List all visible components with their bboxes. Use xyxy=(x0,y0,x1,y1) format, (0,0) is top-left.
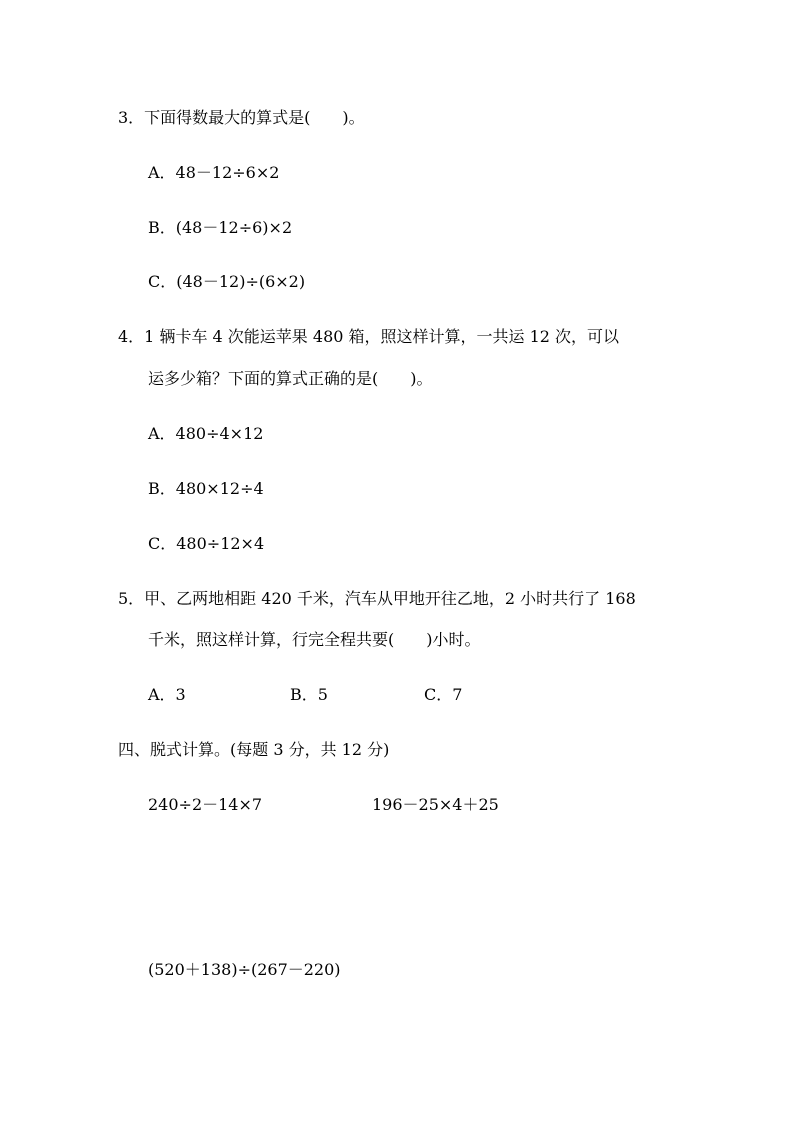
question-5-text: 5．甲、乙两地相距 420 千米，汽车从甲地开往乙地，2 小时共行了 168 xyxy=(118,589,636,608)
section-4-heading: 四、脱式计算。(每题 3 分，共 12 分) xyxy=(118,740,390,759)
calc-expression-2: 196－25×4＋25 xyxy=(372,795,499,814)
question-3-option-b: B．(48－12÷6)×2 xyxy=(148,218,293,237)
question-4-text: 4．1 辆卡车 4 次能运苹果 480 箱，照这样计算，一共运 12 次，可以 xyxy=(118,327,620,346)
question-4-option-a: A．480÷4×12 xyxy=(148,424,264,443)
question-5-option-a: A．3 xyxy=(148,685,186,704)
question-4-text-continued: 运多少箱？下面的算式正确的是( )。 xyxy=(148,369,433,388)
calc-expression-1: 240÷2－14×7 xyxy=(148,795,263,814)
calc-expression-3: (520＋138)÷(267－220) xyxy=(148,960,341,979)
question-3-option-a: A．48－12÷6×2 xyxy=(148,163,280,182)
question-3-option-c: C．(48－12)÷(6×2) xyxy=(148,272,306,291)
question-5-option-c: C．7 xyxy=(424,685,463,704)
question-4-option-b: B．480×12÷4 xyxy=(148,479,264,498)
question-5-text-continued: 千米，照这样计算，行完全程共要( )小时。 xyxy=(148,630,481,649)
question-5-option-b: B．5 xyxy=(290,685,328,704)
question-4-option-c: C．480÷12×4 xyxy=(148,534,265,553)
question-3-text: 3．下面得数最大的算式是( )。 xyxy=(118,108,365,127)
